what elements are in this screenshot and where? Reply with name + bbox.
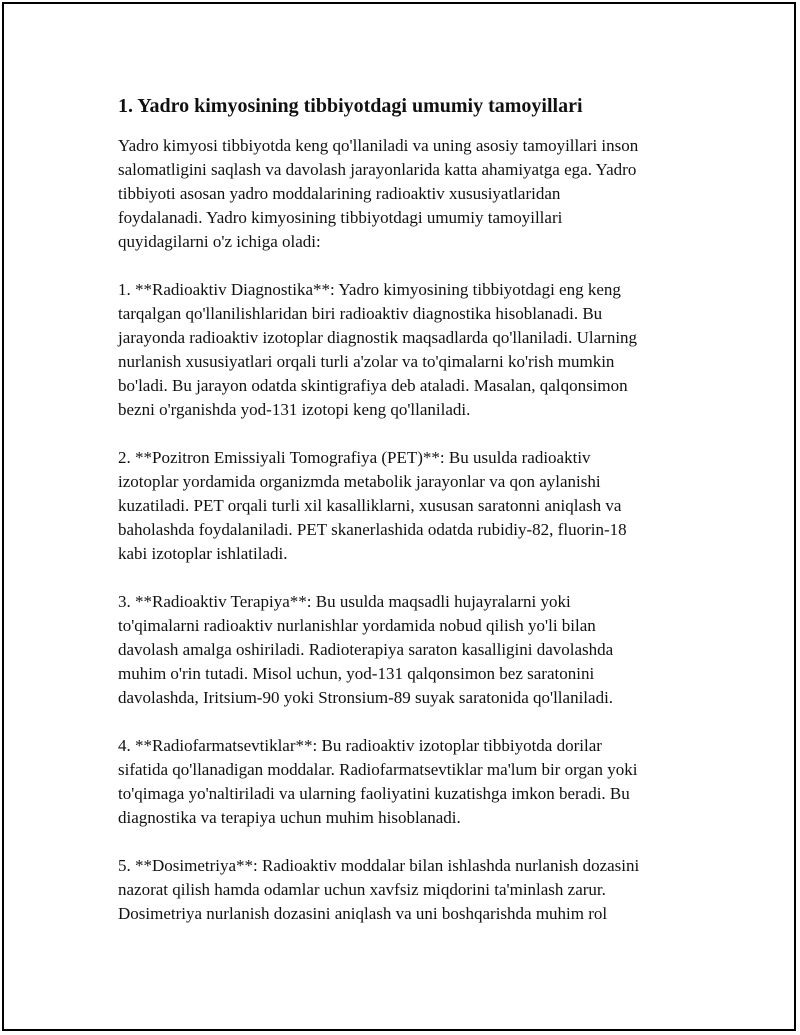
text-line: 5. **Dosimetriya**: Radioaktiv moddalar bilan ishlashda nurlanish dozasini [118, 856, 640, 875]
text-line: quyidagilarni o'z ichiga oladi: [118, 232, 321, 251]
text-line: 4. **Radiofarmatsevtiklar**: Bu radioaktiv izotoplar tibbiyotda dorilar [118, 736, 602, 755]
text-line: kuzatiladi. PET orqali turli xil kasalliklarni, xususan saratonni aniqlash va [118, 496, 622, 515]
list-item-radioactive-therapy [118, 590, 698, 710]
document-body [118, 92, 698, 950]
text-line: salomatligini saqlash va davolash jarayonlarida katta ahamiyatga ega. Yadro [118, 160, 637, 179]
intro-paragraph [118, 134, 698, 254]
list-item-radioactive-diagnostics [118, 278, 698, 422]
text-line: bezni o'rganishda yod-131 izotopi keng qo'llaniladi. [118, 400, 471, 419]
text-line: baholashda foydalaniladi. PET skanerlashida odatda rubidiy-82, fluorin-18 [118, 520, 627, 539]
text-line: 3. **Radioaktiv Terapiya**: Bu usulda maqsadli hujayralarni yoki [118, 592, 571, 611]
text-line: izotoplar yordamida organizmda metabolik jarayonlar va qon aylanishi [118, 472, 601, 491]
text-line: davolashda, Iritsium-90 yoki Stronsium-89 suyak saratonida qo'llaniladi. [118, 688, 614, 707]
text-line: foydalanadi. Yadro kimyosining tibbiyotdagi umumiy tamoyillari [118, 208, 563, 227]
text-line: tarqalgan qo'llanilishlaridan biri radioaktiv diagnostika hisoblanadi. Bu [118, 304, 603, 323]
section-heading: 1. Yadro kimyosining tibbiyotdagi umumiy tamoyillari [118, 95, 583, 117]
list-item-radiopharmaceuticals [118, 734, 698, 830]
text-line: 1. **Radioaktiv Diagnostika**: Yadro kimyosining tibbiyotdagi eng keng [118, 280, 621, 299]
text-line: Dosimetriya nurlanish dozasini aniqlash va uni boshqarishda muhim rol [118, 904, 608, 923]
text-line: diagnostika va terapiya uchun muhim hisoblanadi. [118, 808, 461, 827]
text-line: Yadro kimyosi tibbiyotda keng qo'llaniladi va uning asosiy tamoyillari inson [118, 136, 639, 155]
text-line: tibbiyoti asosan yadro moddalarining radioaktiv xususiyatlaridan [118, 184, 561, 203]
text-line: jarayonda radioaktiv izotoplar diagnostik maqsadlarda qo'llaniladi. Ularning [118, 328, 638, 347]
list-item-pet [118, 446, 698, 566]
text-line: muhim o'rin tutadi. Misol uchun, yod-131 qalqonsimon bez saratonini [118, 664, 595, 683]
text-line: davolash amalga oshiriladi. Radioterapiya saraton kasalligini davolashda [118, 640, 614, 659]
text-line: nurlanish xususiyatlari orqali turli a'zolar va to'qimalarni ko'rish mumkin [118, 352, 615, 371]
text-line: nazorat qilish hamda odamlar uchun xavfsiz miqdorini ta'minlash zarur. [118, 880, 606, 899]
text-line: kabi izotoplar ishlatiladi. [118, 544, 288, 563]
list-item-dosimetry [118, 854, 698, 926]
text-line: sifatida qo'llanadigan moddalar. Radiofarmatsevtiklar ma'lum bir organ yoki [118, 760, 638, 779]
text-line: 2. **Pozitron Emissiyali Tomografiya (PET)**: Bu usulda radioaktiv [118, 448, 591, 467]
text-line: bo'ladi. Bu jarayon odatda skintigrafiya deb ataladi. Masalan, qalqonsimon [118, 376, 628, 395]
text-line: to'qimalarni radioaktiv nurlanishlar yordamida nobud qilish yo'li bilan [118, 616, 596, 635]
text-line: to'qimaga yo'naltiriladi va ularning faoliyatini kuzatishga imkon beradi. Bu [118, 784, 630, 803]
